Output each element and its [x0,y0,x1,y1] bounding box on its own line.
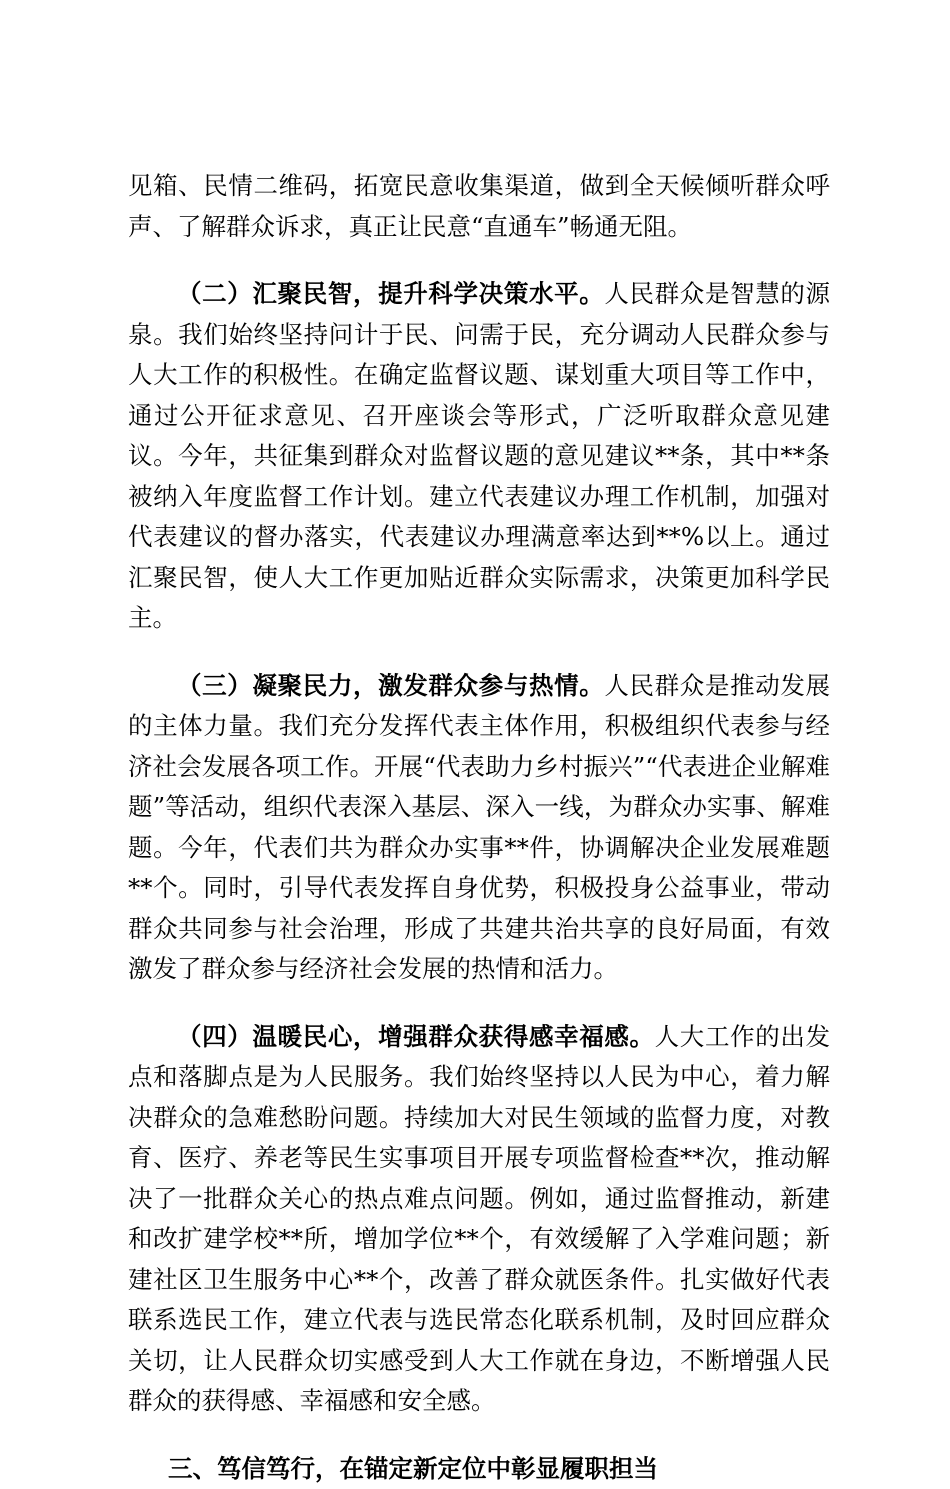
paragraph-pool-strength [128,666,830,990]
document-body [128,166,830,1489]
paragraph-text: 人民群众是智慧的源泉。我们始终坚持问计于民、问需于民，充分调动人民群众参与人大工作的积极性。在确定监督议题、谋划重大项目等工作中，通过公开征求意见、召开座谈会等形式，广泛听取群众意见建议。今年，共征集到群众对监督议题的意见建议**条，其中**条被纳入年度监督工作计划。建立代表建议办理工作机制，加强对代表建议的督办落实，代表建议办理满意率达到**%以上。通过汇聚民智，使人大工作更加贴近群众实际需求，决策更加科学民主。 [128,279,830,632]
paragraph-lead-heading: （二）汇聚民智，提升科学决策水平。 [177,279,604,308]
paragraph-lead-heading: （三）凝聚民力，激发群众参与热情。 [177,671,604,700]
paragraph-warm-hearts [128,1017,830,1422]
paragraph-gather-wisdom [128,274,830,639]
paragraph-text: 见箱、民情二维码，拓宽民意收集渠道，做到全天候倾听群众呼声、了解群众诉求，真正让民意“直通车”畅通无阻。 [128,171,830,241]
paragraph-text: 人大工作的出发点和落脚点是为人民服务。我们始终坚持以人民为中心，着力解决群众的急难愁盼问题。持续加大对民生领域的监督力度，对教育、医疗、养老等民生实事项目开展专项监督检查**次，推动解决了一批群众关心的热点难点问题。例如，通过监督推动，新建和改扩建学校**所，增加学位**个，有效缓解了入学难问题；新建社区卫生服务中心**个，改善了群众就医条件。扎实做好代表联系选民工作，建立代表与选民常态化联系机制，及时回应群众关切，让人民群众切实感受到人大工作就在身边，不断增强人民群众的获得感、幸福感和安全感。 [128,1022,830,1416]
paragraph-continuation [128,166,830,247]
section-heading: 三、笃信笃行，在锚定新定位中彰显履职担当 [128,1449,830,1489]
paragraph-text: 人民群众是推动发展的主体力量。我们充分发挥代表主体作用，积极组织代表参与经济社会发展各项工作。开展“代表助力乡村振兴”“代表进企业解难题”等活动，组织代表深入基层、深入一线，为群众办实事、解难题。今年，代表们共为群众办实事**件，协调解决企业发展难题**个。同时，引导代表发挥自身优势，积极投身公益事业，带动群众共同参与社会治理，形成了共建共治共享的良好局面，有效激发了群众参与经济社会发展的热情和活力。 [128,671,830,984]
paragraph-lead-heading: （四）温暖民心，增强群众获得感幸福感。 [177,1022,655,1051]
